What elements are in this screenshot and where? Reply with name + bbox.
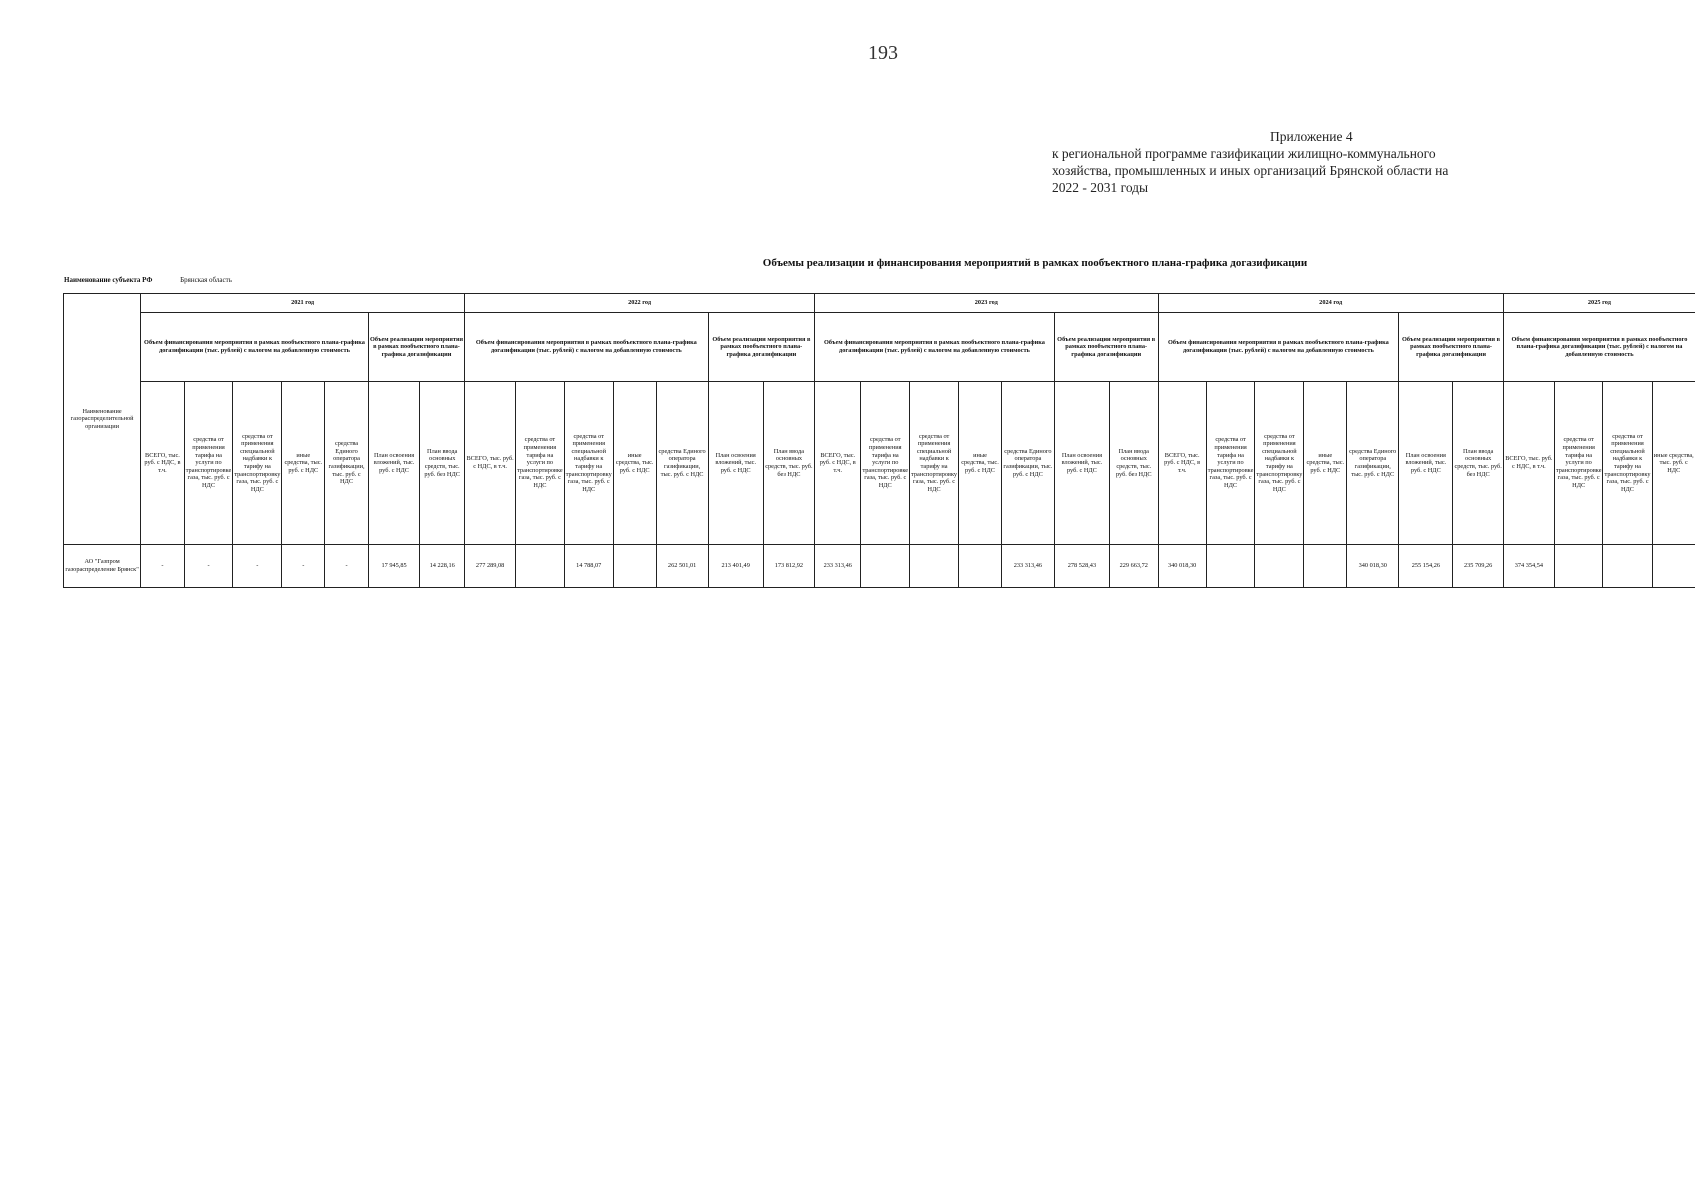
table-cell bbox=[1554, 545, 1603, 588]
table-cell: 14 788,07 bbox=[564, 545, 613, 588]
col-header: средства от применения тарифа на услуги по транспортировке газа, тыс. руб. с НДС bbox=[1206, 382, 1255, 545]
fin-group-header: Объем финансирования мероприятия в рамках пообъектного плана-графика догазификации (тыс. рублей) с налогом на добавленную стоимость bbox=[465, 313, 709, 382]
year-header-2021: 2021 год bbox=[141, 294, 465, 313]
year-header-2023: 2023 год bbox=[815, 294, 1158, 313]
table-cell: - bbox=[141, 545, 185, 588]
col-header: ВСЕГО, тыс. руб. с НДС, в т.ч. bbox=[1503, 382, 1554, 545]
col-header: средства от применения тарифа на услуги по транспортировке газа, тыс. руб. с НДС bbox=[184, 382, 233, 545]
table-cell bbox=[861, 545, 910, 588]
col-header: иные средства, тыс. руб. с НДС bbox=[1652, 382, 1695, 545]
table-cell bbox=[1304, 545, 1347, 588]
col-header: ВСЕГО, тыс. руб. с НДС, в т.ч. bbox=[465, 382, 516, 545]
col-header: План ввода основных средств, тыс. руб. без НДС bbox=[1453, 382, 1503, 545]
subject-line bbox=[64, 276, 232, 284]
col-header: План ввода основных средств, тыс. руб. без НДС bbox=[1110, 382, 1159, 545]
table-cell: 374 354,54 bbox=[1503, 545, 1554, 588]
col-header: ВСЕГО, тыс. руб. с НДС, в т.ч. bbox=[141, 382, 185, 545]
fin-group-header: Объем финансирования мероприятия в рамках пообъектного плана-графика догазификации (тыс. рублей) с налогом на добавленную стоимость bbox=[1503, 313, 1695, 382]
fin-group-header: Объем финансирования мероприятия в рамках пообъектного плана-графика догазификации (тыс. рублей) с налогом на добавленную стоимость bbox=[815, 313, 1055, 382]
col-header: средства от применения специальной надбавки к тарифу на транспортировку газа, тыс. руб. с НДС bbox=[1603, 382, 1652, 545]
fin-group-header: Объем финансирования мероприятия в рамках пообъектного плана-графика догазификации (тыс. рублей) с налогом на добавленную стоимость bbox=[1158, 313, 1399, 382]
table-row bbox=[64, 545, 1695, 588]
year-header-2024: 2024 год bbox=[1158, 294, 1503, 313]
table-cell bbox=[1652, 545, 1695, 588]
col-header: средства от применения тарифа на услуги по транспортировке газа, тыс. руб. с НДС bbox=[861, 382, 910, 545]
col-header: иные средства, тыс. руб. с НДС bbox=[613, 382, 656, 545]
real-group-header: Объем реализации мероприятия в рамках пообъектного плана-графика догазификации bbox=[1054, 313, 1158, 382]
table-cell: 233 313,46 bbox=[1001, 545, 1054, 588]
real-group-header: Объем реализации мероприятия в рамках пообъектного плана-графика догазификации bbox=[368, 313, 464, 382]
table-cell: 229 663,72 bbox=[1110, 545, 1159, 588]
table-cell: 340 018,30 bbox=[1347, 545, 1399, 588]
col-header: средства Единого оператора газификации, тыс. руб. с НДС bbox=[656, 382, 708, 545]
subject-label: Наименование субъекта РФ bbox=[64, 276, 153, 284]
org-name-cell: АО "Газпром газораспределение Брянск" bbox=[64, 545, 141, 588]
col-header: средства от применения специальной надбавки к тарифу на транспортировку газа, тыс. руб. с НДС bbox=[910, 382, 959, 545]
col-header: План освоения вложений, тыс. руб. с НДС bbox=[368, 382, 419, 545]
table-cell: 278 528,43 bbox=[1054, 545, 1109, 588]
table-cell: 17 945,85 bbox=[368, 545, 419, 588]
col-header: средства от применения специальной надбавки к тарифу на транспортировку газа, тыс. руб. с НДС bbox=[1255, 382, 1304, 545]
col-header: План освоения вложений, тыс. руб. с НДС bbox=[708, 382, 763, 545]
col-header: иные средства, тыс. руб. с НДС bbox=[959, 382, 1002, 545]
col-header: План ввода основных средств, тыс. руб. без НДС bbox=[763, 382, 814, 545]
table-cell: 14 228,16 bbox=[420, 545, 465, 588]
org-header: Наименование газораспределительной организации bbox=[64, 294, 141, 545]
table-cell bbox=[1603, 545, 1652, 588]
col-header: План ввода основных средств, тыс. руб. без НДС bbox=[420, 382, 465, 545]
col-header: ВСЕГО, тыс. руб. с НДС, в т.ч. bbox=[1158, 382, 1206, 545]
table-cell: 173 812,92 bbox=[763, 545, 814, 588]
col-header: средства Единого оператора газификации, тыс. руб. с НДС bbox=[1001, 382, 1054, 545]
table-cell: 213 401,49 bbox=[708, 545, 763, 588]
col-header: средства от применения тарифа на услуги по транспортировке газа, тыс. руб. с НДС bbox=[1554, 382, 1603, 545]
col-header: средства от применения специальной надбавки к тарифу на транспортировку газа, тыс. руб. с НДС bbox=[564, 382, 613, 545]
appendix-note bbox=[1052, 128, 1482, 196]
col-header: средства от применения тарифа на услуги по транспортировке газа, тыс. руб. с НДС bbox=[516, 382, 565, 545]
table-cell: 277 289,08 bbox=[465, 545, 516, 588]
table-cell bbox=[1255, 545, 1304, 588]
appendix-title: Приложение 4 bbox=[1270, 129, 1353, 144]
document-title: Объемы реализации и финансирования мероприятий в рамках пообъектного плана-графика догазификации bbox=[762, 257, 1308, 269]
col-header: средства Единого оператора газификации, тыс. руб. с НДС bbox=[1347, 382, 1399, 545]
table-cell: 262 501,01 bbox=[656, 545, 708, 588]
col-header: иные средства, тыс. руб. с НДС bbox=[282, 382, 325, 545]
table-cell: - bbox=[282, 545, 325, 588]
table-cell bbox=[1206, 545, 1255, 588]
fin-group-header: Объем финансирования мероприятия в рамках пообъектного плана-графика догазификации (тыс. рублей) с налогом на добавленную стоимость bbox=[141, 313, 369, 382]
appendix-line-3: 2022 - 2031 годы bbox=[1052, 180, 1149, 195]
year-header-2025: 2025 год bbox=[1503, 294, 1695, 313]
table-cell: - bbox=[184, 545, 233, 588]
col-header: иные средства, тыс. руб. с НДС bbox=[1304, 382, 1347, 545]
year-header-2022: 2022 год bbox=[465, 294, 815, 313]
col-header: ВСЕГО, тыс. руб. с НДС, в т.ч. bbox=[815, 382, 861, 545]
real-group-header: Объем реализации мероприятия в рамках пообъектного плана-графика догазификации bbox=[1399, 313, 1504, 382]
table-cell bbox=[910, 545, 959, 588]
appendix-line-2: хозяйства, промышленных и иных организаций Брянской области на bbox=[1052, 163, 1449, 178]
table-cell: 233 313,46 bbox=[815, 545, 861, 588]
col-header: средства Единого оператора газификации, тыс. руб. с НДС bbox=[325, 382, 369, 545]
table-cell: - bbox=[233, 545, 282, 588]
appendix-line-1: к региональной программе газификации жилищно-коммунального bbox=[1052, 146, 1436, 161]
table-cell bbox=[516, 545, 565, 588]
col-header: средства от применения специальной надбавки к тарифу на транспортировку газа, тыс. руб. с НДС bbox=[233, 382, 282, 545]
table-cell: 340 018,30 bbox=[1158, 545, 1206, 588]
table-cell bbox=[613, 545, 656, 588]
financing-table bbox=[63, 293, 1695, 588]
table-cell bbox=[959, 545, 1002, 588]
real-group-header: Объем реализации мероприятия в рамках пообъектного плана-графика догазификации bbox=[708, 313, 814, 382]
col-header: План освоения вложений, тыс. руб. с НДС bbox=[1054, 382, 1109, 545]
subject-value: Брянская область bbox=[180, 276, 232, 284]
table-cell: 235 709,26 bbox=[1453, 545, 1503, 588]
table-cell: 255 154,26 bbox=[1399, 545, 1453, 588]
page-number: 193 bbox=[868, 42, 898, 64]
col-header: План освоения вложений, тыс. руб. с НДС bbox=[1399, 382, 1453, 545]
table-cell: - bbox=[325, 545, 369, 588]
